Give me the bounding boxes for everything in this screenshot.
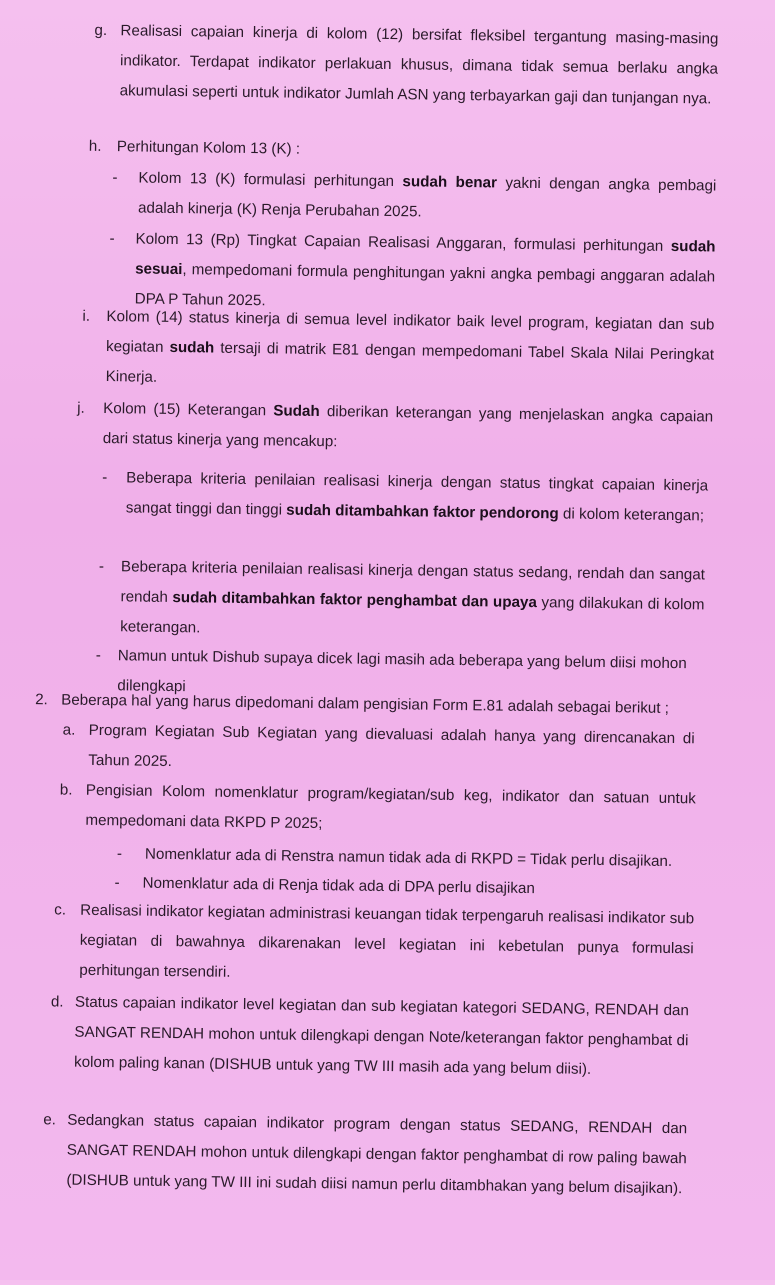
section2-marker: 2.	[35, 691, 48, 709]
item-j-sub2-text: Beberapa kriteria penilaian realisasi kinerja dengan status sedang, rendah dan sangat rendah sudah ditambahkan faktor penghambat dan upaya yang dilakukan di kolom keterangan.	[120, 558, 706, 637]
section2-c-text: Realisasi indikator kegiatan administrasi keuangan tidak terpengaruh realisasi indikator sub kegiatan di bawahnya dikarenakan level kegiatan ini kebetulan punya formulasi perhitungan tersendiri.	[79, 901, 695, 981]
item-j-marker: j.	[77, 399, 85, 417]
section2-a-marker: a.	[62, 721, 76, 739]
section2-b-text: Pengisian Kolom nomenklatur program/kegiatan/sub keg, indikator dan satuan untuk mempedomani data RKPD P 2025;	[85, 781, 696, 833]
item-h-text: Perhitungan Kolom 13 (K) :	[116, 138, 301, 158]
item-j-sub3-text: Namun untuk Dishub supaya dicek lagi masih ada beberapa yang belum diisi mohon dilengkapi	[117, 647, 687, 696]
section2-e-marker: e.	[43, 1111, 57, 1129]
item-j-sub1-marker: -	[102, 469, 108, 487]
item-h-marker: h.	[88, 137, 102, 155]
section2-e-text: Sedangkan status capaian indikator program dengan status SEDANG, RENDAH dan SANGAT RENDAH mohon untuk dilengkapi dengan faktor penghambat di row paling bawah (DISHUB untuk yang TW III ini sudah diisi namun perlu ditambhakan yang belum disajikan).	[66, 1111, 688, 1198]
item-h-sub1-text: Kolom 13 (K) formulasi perhitungan sudah benar yakni dengan angka pembagi adalah kinerja (K) Renja Perubahan 2025.	[137, 169, 717, 221]
item-h-sub2-marker: -	[109, 230, 115, 248]
section2-b-marker: b.	[59, 781, 73, 799]
item-g-text: Realisasi capaian kinerja di kolom (12) bersifat fleksibel tergantung masing-masing indikator. Terdapat indikator perlakuan khusus, dimana tidak semua berlaku angka akumulasi seperti untuk indikator Jumlah ASN yang terbayarkan gaji dan tunjangan nya.	[119, 22, 719, 108]
section2-b-sub1-text: Nomenklatur ada di Renstra namun tidak ada di RKPD = Tidak perlu disajikan.	[144, 845, 673, 870]
section2-c-marker: c.	[54, 901, 67, 919]
section2-b-sub2-text: Nomenklatur ada di Renja tidak ada di DPA perlu disajikan	[142, 874, 535, 898]
section2-text: Beberapa hal yang harus dipedomani dalam pengisian Form E.81 adalah sebagai berikut ;	[61, 691, 670, 717]
item-i-marker: i.	[82, 307, 91, 325]
section2-b-sub1-marker: -	[116, 845, 123, 863]
item-h-sub1-marker: -	[112, 169, 118, 187]
section2-d-text: Status capaian indikator level kegiatan dan sub kegiatan kategori SEDANG, RENDAH dan SANGAT RENDAH mohon untuk dilengkapi dengan Note/keterangan faktor penghambat di kolom paling kanan (DISHUB untuk yang TW III masih ada yang belum diisi).	[73, 993, 689, 1078]
item-j-sub1-text: Beberapa kriteria penilaian realisasi kinerja dengan status tingkat capaian kinerja sangat tinggi dan tinggi sudah ditambahkan faktor pendorong di kolom keterangan;	[125, 469, 709, 525]
item-j-text: Kolom (15) Keterangan Sudah diberikan keterangan yang menjelaskan angka capaian dari status kinerja yang mencakup:	[102, 400, 714, 451]
item-i-text: Kolom (14) status kinerja di semua level indikator baik level program, kegiatan dan sub kegiatan sudah tersaji di matrik E81 dengan mempedomani Tabel Skala Nilai Peringkat Kinerja.	[105, 308, 715, 386]
item-j-sub3-marker: -	[95, 646, 101, 664]
item-g-marker: g.	[94, 21, 108, 40]
section2-b-sub2-marker: -	[114, 874, 120, 892]
section2-a-text: Program Kegiatan Sub Kegiatan yang dievaluasi adalah hanya yang direncanakan di Tahun 2025.	[88, 721, 695, 771]
item-j-sub2-marker: -	[98, 557, 105, 576]
section2-d-marker: d.	[50, 993, 64, 1011]
item-h-sub2-text: Kolom 13 (Rp) Tingkat Capaian Realisasi Anggaran, formulasi perhitungan sudah sesuai, mempedomani formula penghitungan yakni angka pembagi anggaran adalah DPA P Tahun 2025.	[134, 230, 716, 310]
